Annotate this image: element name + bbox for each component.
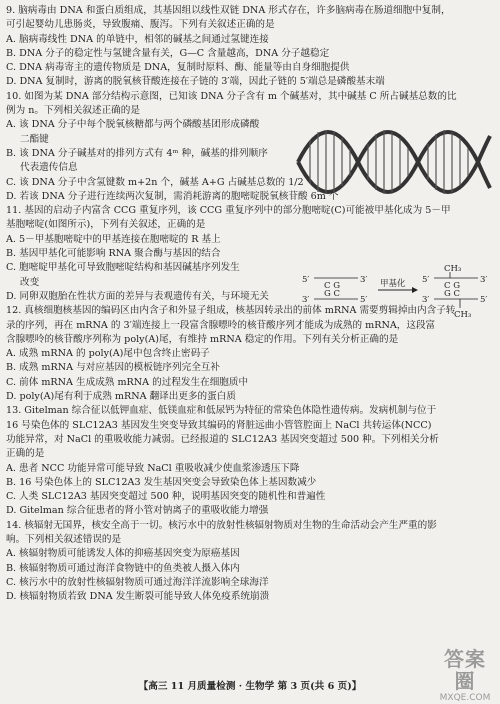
q11-stem-line-1: 11. 基因的启动子内富含 CCG 重复序列，该 CCG 重复序列中的部分胞嘧啶(C)可能被甲基化成为 5－甲 <box>6 205 451 217</box>
q11-option-d: D. 同卵双胞胎在性状方面的差异与表观遗传有关，与环境无关 <box>6 290 269 302</box>
right-strand-top-end: 5′ <box>422 275 430 285</box>
q10-stem-line-1: 10. 如图为某 DNA 部分结构示意图，已知该 DNA 分子含有 m 个碱基对，其中碱基 C 所占碱基总数的比 <box>6 90 457 102</box>
q11-option-c-cont: 改变 <box>20 276 40 288</box>
dna-helix-strands <box>298 132 490 192</box>
q13-option-b: B. 16 号染色体上的 SLC12A3 发生基因突变会导致染色体上基因数减少 <box>6 476 317 488</box>
q13-stem-line-3: 功能异常，对 NaCl 的重吸收能力减弱。已经报道的 SLC12A3 基因突变超过 500 种。下列相关分析 <box>6 433 439 445</box>
q14-option-d: D. 核辐射物质若致 DNA 发生断裂可能导致人体免疫系统崩溃 <box>6 591 270 603</box>
q11-option-b: B. 基因甲基化可能影响 RNA 聚合酶与基因的结合 <box>6 248 221 260</box>
q10-option-c: C. 该 DNA 分子中含氢键数 m+2n 个，碱基 A+G 占碱基总数的 1/2 <box>6 176 304 188</box>
left-strand-bottom-end: 3′ <box>302 295 310 305</box>
methylation-label: 甲基化 <box>380 279 406 289</box>
watermark-logo <box>436 647 494 703</box>
methyl-group-bottom: CH₃ <box>454 310 472 320</box>
q9-option-b: B. DNA 分子的稳定性与氢键含量有关，G—C 含量越高，DNA 分子越稳定 <box>6 47 330 59</box>
right-strand-bottom-5end: 5′ <box>480 295 488 305</box>
left-strand-bottom-5end: 5′ <box>360 295 368 305</box>
watermark-text: 答案圈 <box>444 647 486 693</box>
q10-option-d: D. 若该 DNA 分子进行连续两次复制，需消耗游离的胞嘧啶脱氧核苷酸 6m 个 <box>6 190 339 202</box>
q14-option-b: B. 核辐射物质可通过海洋食物链中的鱼类被人摄入体内 <box>6 562 240 574</box>
dna-helix-figure <box>296 118 492 206</box>
left-pair-1: C G <box>324 281 340 291</box>
right-pair-2: G C <box>444 289 460 299</box>
q12-stem-line-1: 12. 真核细胞核基因的编码区由内含子和外显子组成，核基因转录出的前体 mRNA 需要剪辑掉由内含子转 <box>6 305 456 317</box>
q13-stem-line-2: 16 号染色体的 SLC12A3 基因发生突变导致其编码的肾脏远曲小管管腔面上 NaCl 共转运体(NCC) <box>6 419 432 431</box>
left-pair-2: G C <box>324 289 340 299</box>
left-strand-top-3end: 3′ <box>360 275 368 285</box>
q12-option-b: B. 成熟 mRNA 与对应基因的模板链序列完全互补 <box>6 362 220 374</box>
right-strand-top-3end: 3′ <box>480 275 488 285</box>
right-pair-1: C G <box>444 281 460 291</box>
q9-option-d: D. DNA 复制时，游离的脱氧核苷酸连接在子链的 3′端，因此子链的 5′端总是磷酸基末端 <box>6 76 385 88</box>
q10-option-b-cont: 代表遗传信息 <box>20 162 78 174</box>
q13-stem-line-1: 13. Gitelman 综合征以低钾血症、低镁血症和低尿钙为特征的常染色体隐性遗传病。发病机制与位于 <box>6 405 437 417</box>
q9-option-c: C. DNA 病毒寄主的遗传物质是 DNA，复制时原料、酶、能量等由自身细胞提供 <box>6 62 350 74</box>
methylation-figure <box>300 262 490 328</box>
q11-option-c: C. 胞嘧啶甲基化可导致胞嘧啶结构和基因碱基序列发生 <box>6 262 240 274</box>
q12-option-c: C. 前体 mRNA 生成成熟 mRNA 的过程发生在细胞质中 <box>6 376 249 388</box>
q10-option-a-cont: 二酯键 <box>20 133 49 145</box>
q10-option-a: A. 该 DNA 分子中每个脱氧核糖都与两个磷酸基团形成磷酸 <box>6 119 260 131</box>
q9-option-a: A. 脑病毒线性 DNA 的单链中，相邻的碱基之间通过氢键连接 <box>6 33 269 45</box>
q9-stem-line-1: 9. 脑病毒由 DNA 和蛋白质组成，其基因组以线性双链 DNA 形式存在，许多脑病毒在肠道细胞中复制， <box>6 5 451 16</box>
methyl-group-top: CH₃ <box>444 264 462 274</box>
page-footer: 【高三 11 月质量检测 · 生物学 第 3 页(共 6 页)】 <box>138 681 362 692</box>
q10-stem-line-2: 例为 n。下列相关叙述正确的是 <box>6 105 140 117</box>
q14-option-a: A. 核辐射物质可能诱发人体的抑癌基因突变为原癌基因 <box>6 548 240 560</box>
q13-option-a: A. 患者 NCC 功能异常可能导致 NaCl 重吸收减少使血浆渗透压下降 <box>6 462 300 474</box>
q12-option-d: D. poly(A)尾有利于成熟 mRNA 翻译出更多的蛋白质 <box>6 391 236 403</box>
q13-option-c: C. 人类 SLC12A3 基因突变超过 500 种，说明基因突变的随机性和普遍性 <box>6 491 326 503</box>
q9-stem-line-2: 可引起婴幼儿患肠炎，导致腹痛、腹泻。下列有关叙述正确的是 <box>6 19 275 31</box>
q13-option-d: D. Gitelman 综合征患者的肾小管对钠离子的重吸收能力增强 <box>6 505 269 517</box>
q12-stem-line-3: 含腺嘌呤的核苷酸序列称为 poly(A)尾，有维持 mRNA 稳定的作用。下列有关分析正确的是 <box>6 333 399 345</box>
q14-option-c: C. 核污水中的放射性核辐射物质可通过海洋洋流影响全球海洋 <box>6 576 269 588</box>
watermark-url: MXQE.COM <box>439 693 491 703</box>
q14-stem-line-2: 响。下列相关叙述错误的是 <box>6 533 122 545</box>
dna-helix-base-pairs <box>310 130 468 194</box>
q12-stem-line-2: 录的序列，再在 mRNA 的 3′端连接上一段富含腺嘌呤的核苷酸序列才能成为成熟的 mRNA，这段富 <box>6 319 436 331</box>
q13-stem-line-4: 正确的是 <box>6 448 45 460</box>
q11-stem-line-2: 基胞嘧啶(如图所示)，下列有关叙述，正确的是 <box>6 219 206 231</box>
q12-option-a: A. 成熟 mRNA 的 poly(A)尾中包含终止密码子 <box>6 348 210 360</box>
q14-stem-line-1: 14. 核辐射无国界，核安全高于一切。核污水中的放射性核辐射物质对生物的生命活动会产生严重的影 <box>6 519 437 531</box>
q10-option-b: B. 该 DNA 分子碱基对的排列方式有 4ᵐ 种，碱基的排列顺序 <box>6 147 268 159</box>
left-strand-top-end: 5′ <box>302 275 310 285</box>
methylation-arrowhead <box>412 287 418 293</box>
q11-option-a: A. 5－甲基胞嘧啶中的甲基连接在胞嘧啶的 R 基上 <box>6 233 221 245</box>
right-strand-bottom-end: 3′ <box>422 295 430 305</box>
